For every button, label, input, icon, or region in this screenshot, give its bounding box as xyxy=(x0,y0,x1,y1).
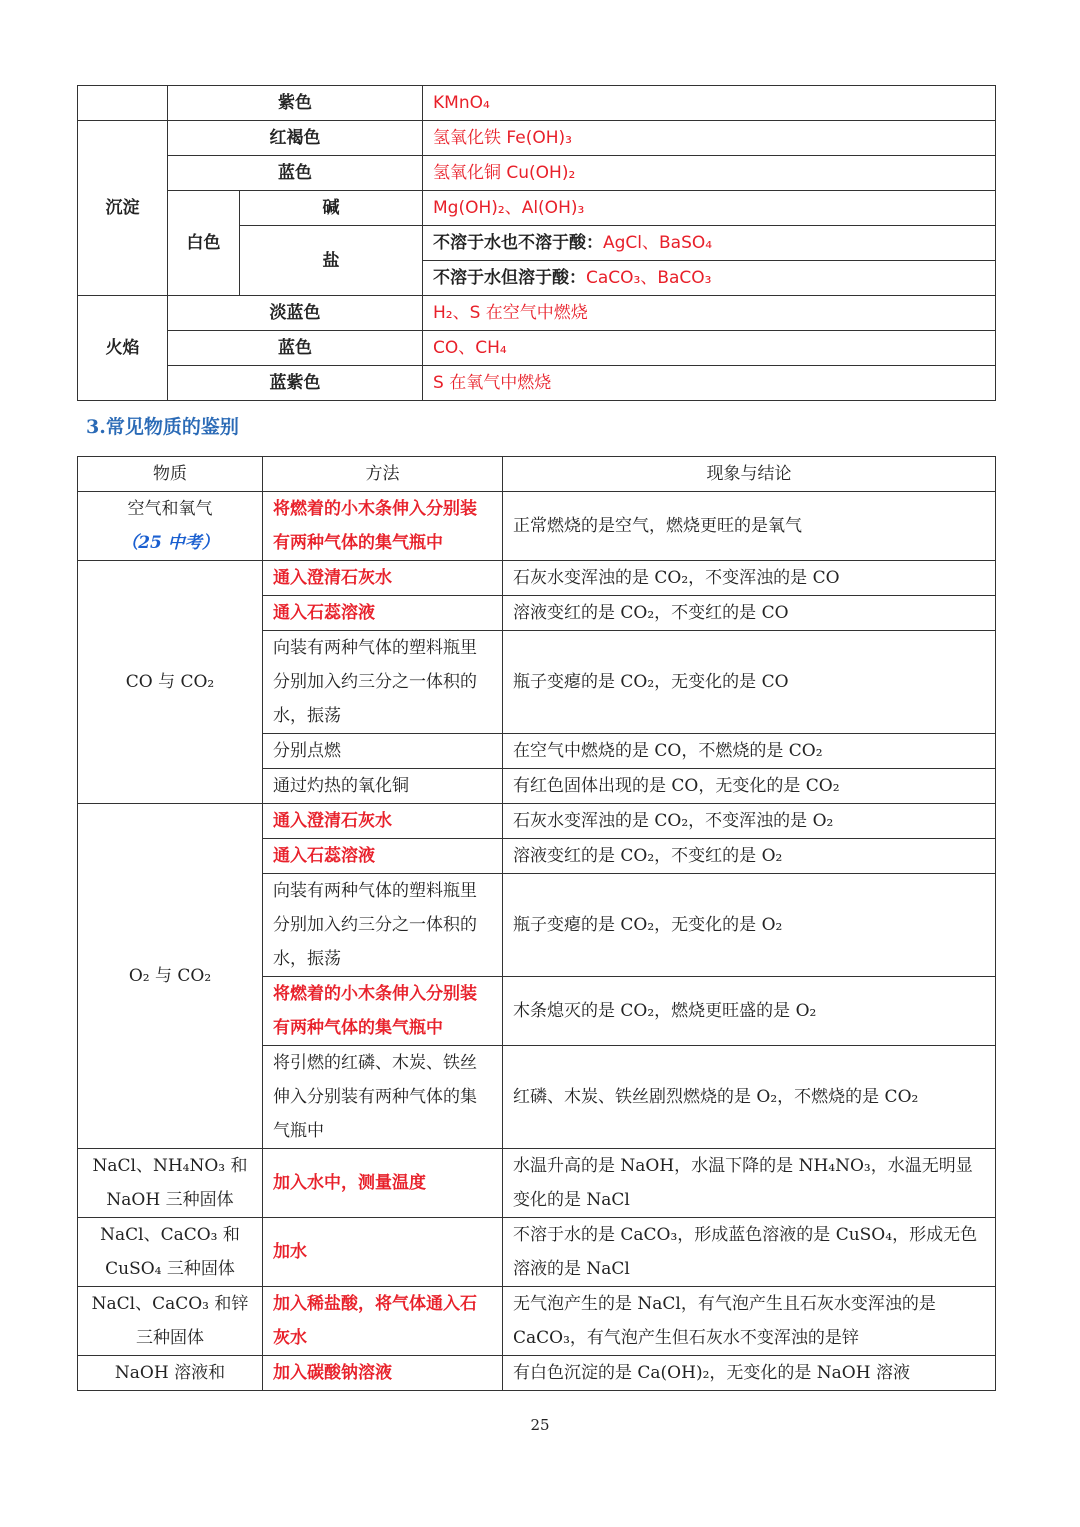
table-row: 通入石蕊溶液 溶液变红的是 CO₂，不变红的是 O₂ xyxy=(78,839,996,874)
table-row: 白色 碱 Mg(OH)₂、Al(OH)₃ xyxy=(78,191,996,226)
table-row: 不溶于水但溶于酸：CaCO₃、BaCO₃ xyxy=(78,261,996,296)
color-table xyxy=(77,85,996,401)
table-row: 空气和氧气 （25 中考） 将燃着的小木条伸入分别装有两种气体的集气瓶中 正常燃烧的是空气，燃烧更旺的是氧气 xyxy=(78,492,996,561)
table-row: 通过灼热的氧化铜 有红色固体出现的是 CO，无变化的是 CO₂ xyxy=(78,769,996,804)
table-row: 向装有两种气体的塑料瓶里分别加入约三分之一体积的水，振荡 瓶子变瘪的是 CO₂，无变化的是 O₂ xyxy=(78,874,996,977)
table-row: NaCl、CaCO₃ 和 CuSO₄ 三种固体 加水 不溶于水的是 CaCO₃，形成蓝色溶液的是 CuSO₄，形成无色溶液的是 NaCl xyxy=(78,1218,996,1287)
table-row: 将燃着的小木条伸入分别装有两种气体的集气瓶中 木条熄灭的是 CO₂，燃烧更旺盛的是 O₂ xyxy=(78,977,996,1046)
table-header: 物质 方法 现象与结论 xyxy=(78,457,996,492)
table-row: NaCl、CaCO₃ 和锌三种固体 加入稀盐酸，将气体通入石灰水 无气泡产生的是 NaCl，有气泡产生且石灰水变浑浊的是 CaCO₃，有气泡产生但石灰水不变浑浊的是锌 xyxy=(78,1287,996,1356)
table-row: 火焰 淡蓝色 H₂、S 在空气中燃烧 xyxy=(78,296,996,331)
table-row: 将引燃的红磷、木炭、铁丝伸入分别装有两种气体的集气瓶中 红磷、木炭、铁丝剧烈燃烧的是 O₂，不燃烧的是 CO₂ xyxy=(78,1046,996,1149)
category-precipitate: 沉淀 xyxy=(78,121,168,296)
table-row: 分别点燃 在空气中燃烧的是 CO，不燃烧的是 CO₂ xyxy=(78,734,996,769)
table-row: 蓝色 氢氧化铜 Cu(OH)₂ xyxy=(78,156,996,191)
table-row: 向装有两种气体的塑料瓶里分别加入约三分之一体积的水，振荡 瓶子变瘪的是 CO₂，无变化的是 CO xyxy=(78,631,996,734)
table-row: 沉淀 红褐色 氢氧化铁 Fe(OH)₃ xyxy=(78,121,996,156)
page-number: 25 xyxy=(530,1416,550,1434)
table-row: 通入石蕊溶液 溶液变红的是 CO₂，不变红的是 CO xyxy=(78,596,996,631)
table-row: 蓝紫色 S 在氧气中燃烧 xyxy=(78,366,996,401)
category-flame: 火焰 xyxy=(78,296,168,401)
identification-table xyxy=(77,456,996,1391)
table-row: NaOH 溶液和 加入碳酸钠溶液 有白色沉淀的是 Ca(OH)₂，无变化的是 NaOH 溶液 xyxy=(78,1356,996,1391)
table-row: 紫色 KMnO₄ xyxy=(78,86,996,121)
table-row: CO 与 CO₂ 通入澄清石灰水 石灰水变浑浊的是 CO₂，不变浑浊的是 CO xyxy=(78,561,996,596)
section-heading: 3.常见物质的鉴别 xyxy=(86,416,239,438)
table-row: O₂ 与 CO₂ 通入澄清石灰水 石灰水变浑浊的是 CO₂，不变浑浊的是 O₂ xyxy=(78,804,996,839)
table-row: NaCl、NH₄NO₃ 和 NaOH 三种固体 加入水中，测量温度 水温升高的是 NaOH，水温下降的是 NH₄NO₃，水温无明显变化的是 NaCl xyxy=(78,1149,996,1218)
table-row: 盐 不溶于水也不溶于酸：AgCl、BaSO₄ xyxy=(78,226,996,261)
table-row: 蓝色 CO、CH₄ xyxy=(78,331,996,366)
